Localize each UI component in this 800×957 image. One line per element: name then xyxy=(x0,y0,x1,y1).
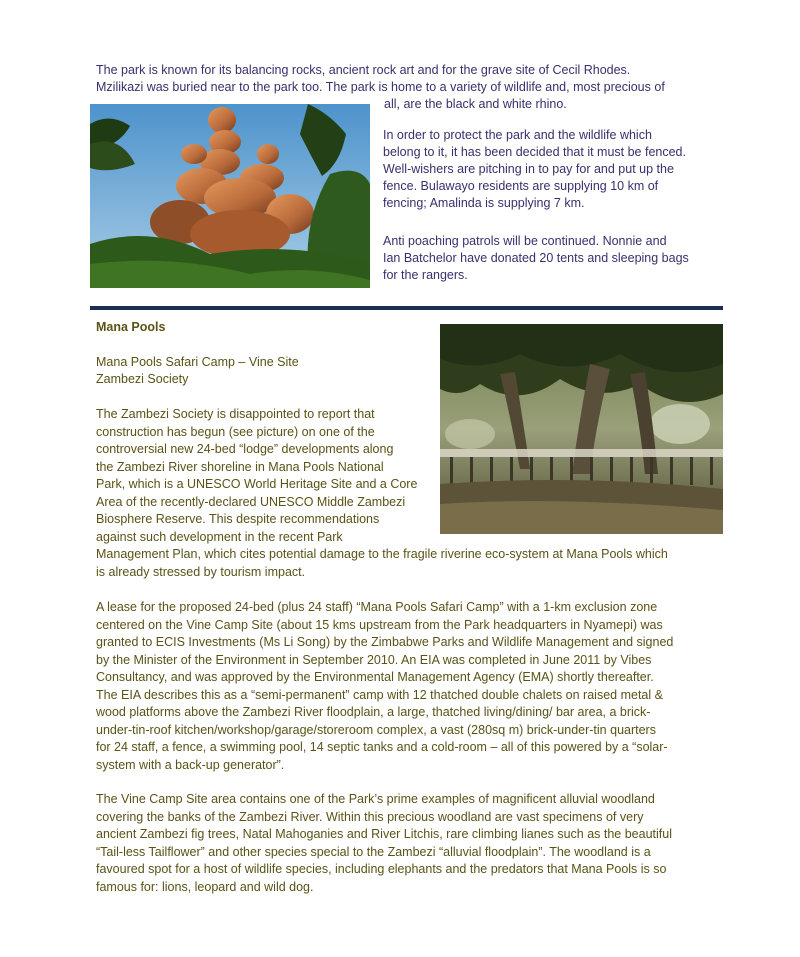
intro-line-1: The park is known for its balancing rocks, ancient rock art and for the grave site of Cecil Rhodes. xyxy=(96,63,631,77)
text-line: A lease for the proposed 24-bed (plus 24 staff) “Mana Pools Safari Camp” with a 1-km exclusion zone xyxy=(96,600,658,614)
text-line: belong to it, it has been decided that it must be fenced. xyxy=(383,145,686,159)
text-line: fence. Bulawayo residents are supplying 10 km of xyxy=(383,179,659,193)
text-line: Biosphere Reserve. This despite recommendations xyxy=(96,512,380,526)
intro-line-3: all, are the black and white rhino. xyxy=(384,97,567,111)
text-line: Consultancy, and was approved by the Environmental Management Agency (EMA) shortly thereafter. xyxy=(96,670,654,684)
text-line: famous for: lions, leopard and wild dog. xyxy=(96,879,314,894)
text-line: Park, which is a UNESCO World Heritage Site and a Core xyxy=(96,477,418,491)
text-line: Well-wishers are pitching in to pay for and put up the xyxy=(383,162,674,176)
text-line: The Zambezi Society is disappointed to report that xyxy=(96,407,375,421)
text-line: fencing; Amalinda is supplying 7 km. xyxy=(383,196,585,210)
section-heading: Mana Pools xyxy=(96,320,166,334)
text-line: granted to ECIS Investments (Ms Li Song) by the Zimbabwe Parks and Wildlife Management and signed xyxy=(96,635,674,649)
text-line: wood platforms above the Zambezi River floodplain, a large, thatched living/dining/ bar area, a brick- xyxy=(96,705,651,719)
text-line: controversial new 24-bed “lodge” developments along xyxy=(96,442,394,456)
subheading-camp: Mana Pools Safari Camp – Vine Site xyxy=(96,355,299,369)
section-divider xyxy=(90,306,723,310)
text-line: the Zambezi River shoreline in Mana Pools National xyxy=(96,459,384,474)
vine-site-construction-photo xyxy=(440,324,723,534)
text-line: favoured spot for a host of wildlife species, including elephants and the predators that Mana Pools is so xyxy=(96,862,667,876)
text-line: The EIA describes this as a “semi-permanent” camp with 12 thatched double chalets on raised metal & xyxy=(96,687,663,702)
text-line: Area of the recently-declared UNESCO Middle Zambezi xyxy=(96,494,406,509)
text-line: “Tail-less Tailflower” and other species special to the Zambezi “alluvial floodplain”. The woodland is a xyxy=(96,844,651,859)
text-line: Management Plan, which cites potential damage to the fragile riverine eco-system at Mana Pools which xyxy=(96,547,668,561)
text-line: for 24 staff, a fence, a swimming pool, 14 septic tanks and a cold-room – all of this powered by a “solar- xyxy=(96,740,668,754)
woodland-construction-illustration xyxy=(440,324,723,534)
text-line: ancient Zambezi fig trees, Natal Mahoganies and River Litchis, rare climbing lianes such as the beautiful xyxy=(96,827,672,841)
text-line: system with a back-up generator”. xyxy=(96,757,285,772)
text-line: is already stressed by tourism impact. xyxy=(96,564,306,579)
text-line: under-tin-roof kitchen/workshop/garage/storeroom complex, a vast (280sq m) brick-under-tin quarters xyxy=(96,722,656,737)
balancing-rocks-illustration xyxy=(90,104,370,288)
text-line: centered on the Vine Camp Site (about 15 kms upstream from the Park headquarters in Nyamepi) was xyxy=(96,617,663,632)
text-line: Ian Batchelor have donated 20 tents and sleeping bags xyxy=(383,251,689,265)
intro-line-2: Mzilikazi was buried near to the park too. The park is home to a variety of wildlife and, most precious of xyxy=(96,80,665,94)
text-line: In order to protect the park and the wildlife which xyxy=(383,128,652,142)
text-line: for the rangers. xyxy=(383,268,468,282)
balancing-rocks-photo xyxy=(90,104,370,288)
subheading-society: Zambezi Society xyxy=(96,372,189,386)
text-line: by the Minister of the Environment in September 2010. An EIA was completed in June 2011 by Vibes xyxy=(96,652,652,667)
text-line: covering the banks of the Zambezi River. Within this precious woodland are vast specimens of very xyxy=(96,809,644,824)
text-line: construction has begun (see picture) on one of the xyxy=(96,424,375,439)
text-line: The Vine Camp Site area contains one of the Park’s prime examples of magnificent alluvial woodland xyxy=(96,792,655,806)
text-line: Anti poaching patrols will be continued. Nonnie and xyxy=(383,234,667,248)
text-line: against such development in the recent Park xyxy=(96,529,343,544)
